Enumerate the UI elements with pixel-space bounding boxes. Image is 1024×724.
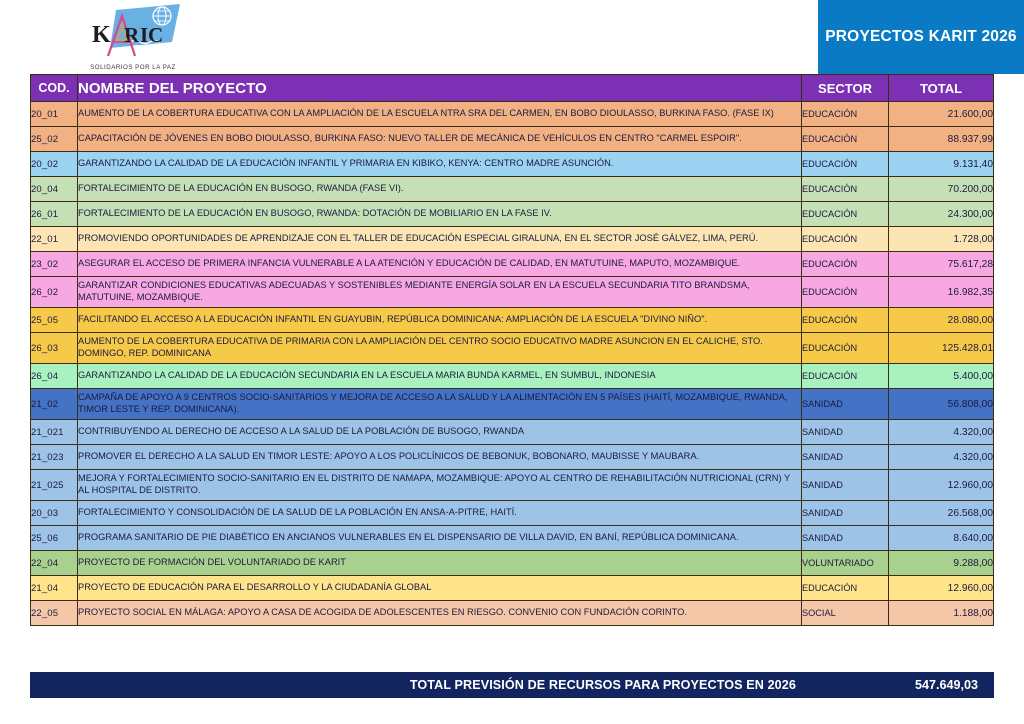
cell-total: 1.188,00	[889, 601, 994, 626]
cell-cod: 26_04	[31, 364, 78, 389]
table-row[interactable]	[31, 277, 994, 308]
cell-cod: 21_04	[31, 576, 78, 601]
cell-cod: 20_03	[31, 501, 78, 526]
cell-project-name: PROYECTO DE EDUCACIÓN PARA EL DESARROLLO Y LA CIUDADANÍA GLOBAL	[78, 576, 802, 601]
cell-sector: EDUCACIÓN	[802, 333, 889, 364]
karit-logo-graphic	[72, 2, 194, 68]
cell-cod: 22_04	[31, 551, 78, 576]
cell-project-name: AUMENTO DE LA COBERTURA EDUCATIVA CON LA AMPLIACIÓN DE LA ESCUELA NTRA SRA DEL CARMEN, EN BOBO DIOULASSO, BURKINA FASO. (FASE IX)	[78, 102, 802, 127]
cell-sector: EDUCACIÓN	[802, 127, 889, 152]
cell-project-name: CAPACITACIÓN DE JÓVENES EN BOBO DIOULASSO, BURKINA FASO: NUEVO TALLER DE MECÁNICA DE VEHÍCULOS EN CENTRO "CARMEL ESPOIR".	[78, 127, 802, 152]
table-row[interactable]	[31, 102, 994, 127]
cell-project-name: GARANTIZANDO LA CALIDAD DE LA EDUCACIÓN INFANTIL Y PRIMARIA EN KIBIKO, KENYA: CENTRO MADRE ASUNCIÓN.	[78, 152, 802, 177]
cell-total: 70.200,00	[889, 177, 994, 202]
svg-text:K: K	[92, 22, 111, 48]
table-row[interactable]	[31, 576, 994, 601]
table-row[interactable]	[31, 420, 994, 445]
table-row[interactable]	[31, 551, 994, 576]
cell-project-name: CAMPAÑA DE APOYO A 9 CENTROS SOCIO-SANITARIOS Y MEJORA DE ACCESO A LA SALUD Y LA ALIMENTACIÓN EN 5 PAÍSES (HAITÍ, MOZAMBIQUE, RWANDA, TIMOR LESTE Y REP. DOMINICANA).	[78, 389, 802, 420]
cell-project-name: GARANTIZANDO LA CALIDAD DE LA EDUCACIÓN SECUNDARIA EN LA ESCUELA MARIA BUNDA KARMEL, EN SUMBUL, INDONESIA	[78, 364, 802, 389]
grand-total-label: TOTAL PREVISIÓN DE RECURSOS PARA PROYECTOS EN 2026	[409, 678, 796, 692]
cell-cod: 21_025	[31, 470, 78, 501]
cell-cod: 20_01	[31, 102, 78, 127]
cell-sector: EDUCACIÓN	[802, 152, 889, 177]
cell-total: 75.617,28	[889, 252, 994, 277]
table-head	[31, 75, 994, 102]
column-header-total: TOTAL	[889, 75, 994, 102]
projects-table	[30, 74, 994, 626]
table-row[interactable]	[31, 252, 994, 277]
cell-total: 16.982,35	[889, 277, 994, 308]
cell-total: 26.568,00	[889, 501, 994, 526]
cell-sector: EDUCACIÓN	[802, 227, 889, 252]
cell-cod: 21_021	[31, 420, 78, 445]
cell-sector: SANIDAD	[802, 470, 889, 501]
svg-text:I: I	[140, 23, 149, 47]
table-row[interactable]	[31, 364, 994, 389]
cell-cod: 25_02	[31, 127, 78, 152]
cell-total: 9.288,00	[889, 551, 994, 576]
cell-sector: EDUCACIÓN	[802, 202, 889, 227]
page-title: PROYECTOS KARIT 2026	[818, 0, 1024, 74]
cell-project-name: PROMOVIENDO OPORTUNIDADES DE APRENDIZAJE CON EL TALLER DE EDUCACIÓN ESPECIAL GIRALUNA, EN EL SECTOR JOSÉ GÁLVEZ, LIMA, PERÚ.	[78, 227, 802, 252]
cell-total: 21.600,00	[889, 102, 994, 127]
table-row[interactable]	[31, 445, 994, 470]
cell-project-name: FORTALECIMIENTO DE LA EDUCACIÓN EN BUSOGO, RWANDA: DOTACIÓN DE MOBILIARIO EN LA FASE IV.	[78, 202, 802, 227]
cell-project-name: PROMOVER EL DERECHO A LA SALUD EN TIMOR LESTE: APOYO A LOS POLICLÍNICOS DE BEBONUK, BOBONARO, MAUBISSE Y MAUBARA.	[78, 445, 802, 470]
projects-table-wrapper	[30, 74, 994, 626]
cell-sector: SANIDAD	[802, 420, 889, 445]
cell-sector: EDUCACIÓN	[802, 252, 889, 277]
cell-sector: EDUCACIÓN	[802, 308, 889, 333]
cell-sector: EDUCACIÓN	[802, 177, 889, 202]
table-row[interactable]	[31, 177, 994, 202]
cell-total: 5.400,00	[889, 364, 994, 389]
cell-sector: EDUCACIÓN	[802, 364, 889, 389]
cell-total: 88.937,99	[889, 127, 994, 152]
cell-sector: EDUCACIÓN	[802, 102, 889, 127]
svg-text:C: C	[148, 23, 164, 47]
table-row[interactable]	[31, 152, 994, 177]
table-row[interactable]	[31, 470, 994, 501]
table-row[interactable]	[31, 501, 994, 526]
cell-total: 56.808,00	[889, 389, 994, 420]
cell-total: 4.320,00	[889, 445, 994, 470]
column-header-sector: SECTOR	[802, 75, 889, 102]
cell-cod: 23_02	[31, 252, 78, 277]
cell-cod: 25_06	[31, 526, 78, 551]
cell-project-name: FORTALECIMIENTO Y CONSOLIDACIÓN DE LA SALUD DE LA POBLACIÓN EN ANSA-A-PITRE, HAITÍ.	[78, 501, 802, 526]
table-row[interactable]	[31, 601, 994, 626]
cell-sector: VOLUNTARIADO	[802, 551, 889, 576]
cell-cod: 26_03	[31, 333, 78, 364]
cell-project-name: PROYECTO SOCIAL EN MÁLAGA: APOYO A CASA DE ACOGIDA DE ADOLESCENTES EN RIESGO. CONVENIO CON FUNDACIÓN CORINTO.	[78, 601, 802, 626]
svg-text:R: R	[124, 23, 140, 47]
cell-sector: SOCIAL	[802, 601, 889, 626]
cell-cod: 25_05	[31, 308, 78, 333]
cell-cod: 21_023	[31, 445, 78, 470]
cell-project-name: ASEGURAR EL ACCESO DE PRIMERA INFANCIA VULNERABLE A LA ATENCIÓN Y EDUCACIÓN DE CALIDAD, EN MATUTUINE, MAPUTO, MOZAMBIQUE.	[78, 252, 802, 277]
cell-project-name: PROGRAMA SANITARIO DE PIE DIABÉTICO EN ANCIANOS VULNERABLES EN EL DISPENSARIO DE VILLA DAVID, EN BANÍ, REPÚBLICA DOMINICANA.	[78, 526, 802, 551]
karit-logo	[72, 2, 194, 74]
table-body	[31, 102, 994, 626]
cell-sector: SANIDAD	[802, 389, 889, 420]
table-row[interactable]	[31, 127, 994, 152]
cell-total: 4.320,00	[889, 420, 994, 445]
logo-tagline: SOLIDARIOS POR LA PAZ	[90, 64, 176, 71]
cell-sector: SANIDAD	[802, 445, 889, 470]
cell-sector: EDUCACIÓN	[802, 277, 889, 308]
cell-cod: 22_05	[31, 601, 78, 626]
cell-total: 1.728,00	[889, 227, 994, 252]
cell-project-name: GARANTIZAR CONDICIONES EDUCATIVAS ADECUADAS Y SOSTENIBLES MEDIANTE ENERGÍA SOLAR EN LA ESCUELA SECUNDARIA TITO BRANDSMA, MATUTUINE, MOZAMBIQUE.	[78, 277, 802, 308]
cell-total: 125.428,01	[889, 333, 994, 364]
table-row[interactable]	[31, 526, 994, 551]
cell-total: 8.640,00	[889, 526, 994, 551]
cell-project-name: FORTALECIMIENTO DE LA EDUCACIÓN EN BUSOGO, RWANDA (FASE VI).	[78, 177, 802, 202]
page-header	[0, 0, 1024, 74]
cell-total: 9.131,40	[889, 152, 994, 177]
grand-total-value: 547.649,03	[914, 678, 978, 692]
cell-sector: SANIDAD	[802, 526, 889, 551]
cell-cod: 21_02	[31, 389, 78, 420]
cell-project-name: PROYECTO DE FORMACIÓN DEL VOLUNTARIADO DE KARIT	[78, 551, 802, 576]
column-header-cod: COD.	[31, 75, 78, 102]
cell-project-name: MEJORA Y FORTALECIMIENTO SOCIO-SANITARIO EN EL DISTRITO DE NAMAPA, MOZAMBIQUE: APOYO AL CENTRO DE REHABILITACIÓN NUTRICIONAL (CRN) Y AL HOSPITAL DE DISTRITO.	[78, 470, 802, 501]
cell-total: 28.080,00	[889, 308, 994, 333]
cell-sector: SANIDAD	[802, 501, 889, 526]
cell-cod: 20_04	[31, 177, 78, 202]
cell-sector: EDUCACIÓN	[802, 576, 889, 601]
cell-total: 24.300,00	[889, 202, 994, 227]
cell-total: 12.960,00	[889, 470, 994, 501]
table-row[interactable]	[31, 227, 994, 252]
grand-total-bar	[30, 672, 994, 698]
table-row[interactable]	[31, 202, 994, 227]
cell-cod: 20_02	[31, 152, 78, 177]
table-row[interactable]	[31, 308, 994, 333]
cell-project-name: AUMENTO DE LA COBERTURA EDUCATIVA DE PRIMARIA CON LA AMPLIACIÓN DEL CENTRO SOCIO EDUCATIVO MADRE ASUNCION EN EL CALICHE, STO. DOMINGO, REP. DOMINICANA	[78, 333, 802, 364]
cell-project-name: CONTRIBUYENDO AL DERECHO DE ACCESO A LA SALUD DE LA POBLACIÓN DE BUSOGO, RWANDA	[78, 420, 802, 445]
cell-total: 12.960,00	[889, 576, 994, 601]
table-header-row	[31, 75, 994, 102]
cell-cod: 22_01	[31, 227, 78, 252]
cell-cod: 26_02	[31, 277, 78, 308]
column-header-name: NOMBRE DEL PROYECTO	[78, 75, 802, 102]
table-row[interactable]	[31, 389, 994, 420]
cell-project-name: FACILITANDO EL ACCESO A LA EDUCACIÓN INFANTIL EN GUAYUBIN, REPÚBLICA DOMINICANA: AMPLIACIÓN DE LA ESCUELA "DIVINO NIÑO".	[78, 308, 802, 333]
table-row[interactable]	[31, 333, 994, 364]
cell-cod: 26_01	[31, 202, 78, 227]
